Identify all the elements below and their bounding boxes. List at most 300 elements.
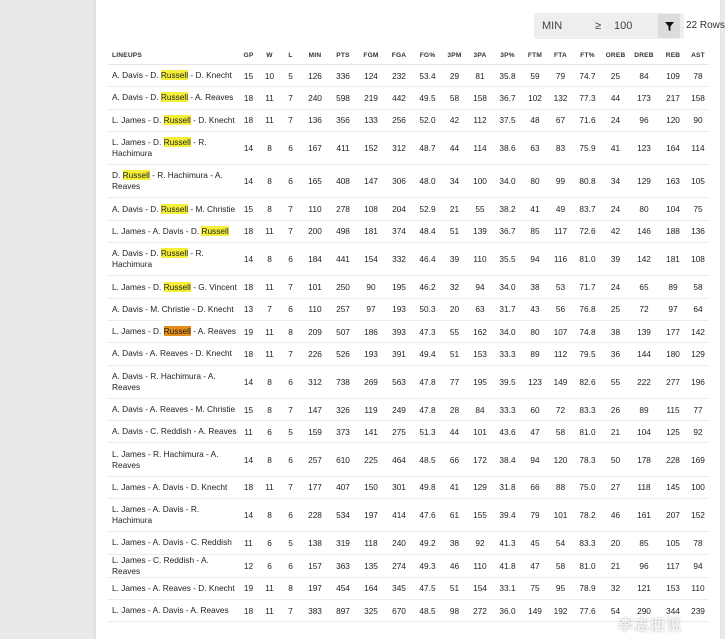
stat-cell: 38.4 <box>493 443 522 476</box>
stat-cell: 598 <box>329 87 357 109</box>
stat-cell: 8 <box>259 198 280 220</box>
stat-cell: 393 <box>385 320 413 342</box>
stat-cell: 272 <box>467 599 493 621</box>
stat-cell: 18 <box>238 476 259 498</box>
stat-cell: 14 <box>238 365 259 398</box>
stat-cell: 21 <box>602 554 629 577</box>
stat-cell: 33.3 <box>493 343 522 365</box>
stat-cell: 306 <box>385 165 413 198</box>
stat-cell: 36.7 <box>493 220 522 242</box>
stat-cell: 58 <box>548 421 573 443</box>
stat-cell: 144 <box>629 343 659 365</box>
stat-cell: 8 <box>259 131 280 164</box>
stat-cell: 154 <box>467 577 493 599</box>
stat-cell: 80 <box>522 320 548 342</box>
table-row[interactable] <box>108 343 709 365</box>
stat-cell: 114 <box>687 131 709 164</box>
lineup-cell: L. James - A. Reaves - D. Knecht <box>108 577 238 599</box>
stat-cell: 7 <box>280 276 301 298</box>
stat-cell: 165 <box>301 165 329 198</box>
stat-cell: 41 <box>602 131 629 164</box>
search-match-highlight: Russell <box>160 248 189 259</box>
lineup-cell: L. James - A. Davis - C. Reddish <box>108 532 238 554</box>
stat-cell: 119 <box>357 398 385 420</box>
stat-cell: 41.8 <box>493 554 522 577</box>
stat-cell: 101 <box>548 499 573 532</box>
column-header[interactable]: 3PM <box>442 46 467 65</box>
stat-cell: 112 <box>548 343 573 365</box>
stat-cell: 336 <box>329 65 357 87</box>
search-match-highlight: Russell <box>160 92 189 103</box>
stat-cell: 240 <box>385 532 413 554</box>
table-row[interactable] <box>108 443 709 476</box>
stat-cell: 25 <box>602 298 629 320</box>
stat-cell: 47.6 <box>413 499 442 532</box>
stat-cell: 738 <box>329 365 357 398</box>
stat-cell: 45 <box>522 532 548 554</box>
stat-cell: 46.2 <box>413 276 442 298</box>
stat-cell: 78.3 <box>573 443 602 476</box>
table-row[interactable] <box>108 577 709 599</box>
stat-cell: 5 <box>280 421 301 443</box>
stat-cell: 96 <box>629 109 659 131</box>
stat-cell: 136 <box>301 109 329 131</box>
stat-cell: 75 <box>687 198 709 220</box>
stat-cell: 275 <box>385 421 413 443</box>
stat-cell: 129 <box>467 476 493 498</box>
stat-cell: 125 <box>659 421 687 443</box>
lineup-cell: L. James - D. Russell - G. Vincent <box>108 276 238 298</box>
lineup-cell: L. James - D. Russell - R. Hachimura <box>108 131 238 164</box>
filter-operator[interactable]: ≥ <box>594 20 602 32</box>
stat-cell: 105 <box>659 532 687 554</box>
table-row[interactable] <box>108 131 709 164</box>
stat-cell: 498 <box>329 220 357 242</box>
table-row[interactable] <box>108 320 709 342</box>
stat-cell: 20 <box>602 532 629 554</box>
stat-cell: 169 <box>687 443 709 476</box>
lineup-cell: A. Davis - A. Reaves - D. Knecht <box>108 343 238 365</box>
stat-cell: 38 <box>602 320 629 342</box>
column-header[interactable]: 3P% <box>493 46 522 65</box>
stat-cell: 195 <box>467 365 493 398</box>
table-row[interactable] <box>108 398 709 420</box>
stat-cell: 110 <box>467 243 493 276</box>
table-row[interactable] <box>108 243 709 276</box>
funnel-icon <box>665 22 674 31</box>
stat-cell: 34.0 <box>493 320 522 342</box>
table-row[interactable] <box>108 365 709 398</box>
stat-cell: 34.0 <box>493 276 522 298</box>
stat-cell: 115 <box>659 398 687 420</box>
stat-cell: 36.0 <box>493 599 522 621</box>
stat-cell: 20 <box>442 298 467 320</box>
stat-cell: 72 <box>629 298 659 320</box>
stat-cell: 200 <box>301 220 329 242</box>
column-header[interactable]: DREB <box>629 46 659 65</box>
stat-cell: 51 <box>442 343 467 365</box>
stat-cell: 48.5 <box>413 599 442 621</box>
stat-cell: 46 <box>442 554 467 577</box>
stat-cell: 21 <box>602 421 629 443</box>
stat-cell: 11 <box>259 87 280 109</box>
column-header[interactable]: FTA <box>548 46 573 65</box>
stat-cell: 37.5 <box>493 109 522 131</box>
stat-cell: 54 <box>602 599 629 621</box>
stat-cell: 411 <box>329 131 357 164</box>
stat-cell: 104 <box>659 198 687 220</box>
stat-cell: 18 <box>238 109 259 131</box>
stat-cell: 85 <box>629 532 659 554</box>
lineup-cell: L. James - A. Davis - D. Knecht <box>108 476 238 498</box>
lineup-cell: A. Davis - D. Russell - A. Reaves <box>108 87 238 109</box>
stat-cell: 228 <box>659 443 687 476</box>
stat-cell: 38.2 <box>493 198 522 220</box>
stat-cell: 123 <box>629 131 659 164</box>
stat-cell: 344 <box>659 599 687 621</box>
stat-cell: 81.0 <box>573 243 602 276</box>
stat-cell: 18 <box>238 276 259 298</box>
stat-cell: 391 <box>385 343 413 365</box>
stat-cell: 6 <box>280 165 301 198</box>
stat-cell: 42 <box>442 109 467 131</box>
search-match-highlight: Russell <box>160 203 189 214</box>
table-row[interactable] <box>108 65 709 87</box>
stat-cell: 290 <box>629 599 659 621</box>
table-row[interactable] <box>108 476 709 498</box>
stat-cell: 8 <box>259 243 280 276</box>
filter-field[interactable]: MIN <box>542 20 563 32</box>
stat-cell: 228 <box>301 499 329 532</box>
stat-cell: 98 <box>442 599 467 621</box>
stat-cell: 6 <box>259 554 280 577</box>
search-match-highlight: Russell <box>163 137 191 148</box>
stat-cell: 81.0 <box>573 554 602 577</box>
column-header[interactable]: FGM <box>357 46 385 65</box>
stat-cell: 31.8 <box>493 476 522 498</box>
stat-cell: 126 <box>301 65 329 87</box>
stat-cell: 79.5 <box>573 343 602 365</box>
stat-cell: 99 <box>548 165 573 198</box>
stat-cell: 7 <box>280 599 301 621</box>
stat-cell: 184 <box>301 243 329 276</box>
stat-cell: 149 <box>548 365 573 398</box>
search-match-highlight: Russell <box>163 281 191 292</box>
table-row[interactable] <box>108 499 709 532</box>
stat-cell: 85 <box>522 220 548 242</box>
stat-cell: 897 <box>329 599 357 621</box>
lineup-cell: A. Davis - M. Christie - D. Knecht <box>108 298 238 320</box>
stat-cell: 105 <box>687 165 709 198</box>
stat-cell: 89 <box>629 398 659 420</box>
stat-cell: 60 <box>522 398 548 420</box>
stat-cell: 24 <box>602 276 629 298</box>
stat-cell: 39.4 <box>493 499 522 532</box>
lineup-cell: L. James - D. Russell - D. Knecht <box>108 109 238 131</box>
column-header[interactable]: REB <box>659 46 687 65</box>
stat-cell: 197 <box>301 577 329 599</box>
stat-cell: 6 <box>280 365 301 398</box>
stat-cell: 15 <box>238 398 259 420</box>
stat-cell: 274 <box>385 554 413 577</box>
stat-cell: 181 <box>357 220 385 242</box>
stat-cell: 207 <box>659 499 687 532</box>
stat-cell: 71.6 <box>573 109 602 131</box>
stat-cell: 181 <box>659 243 687 276</box>
stat-cell: 11 <box>259 476 280 498</box>
stat-cell: 374 <box>385 220 413 242</box>
stat-cell: 48.0 <box>413 165 442 198</box>
stat-cell: 150 <box>357 476 385 498</box>
stat-cell: 7 <box>280 398 301 420</box>
stat-cell: 120 <box>659 109 687 131</box>
filter-button[interactable] <box>658 14 680 38</box>
column-header-lineups[interactable]: LINEUPS <box>108 46 238 65</box>
column-header[interactable]: OREB <box>602 46 629 65</box>
stat-cell: 250 <box>329 276 357 298</box>
stat-cell: 157 <box>301 554 329 577</box>
stat-cell: 172 <box>467 443 493 476</box>
stat-cell: 6 <box>280 298 301 320</box>
table-row[interactable] <box>108 532 709 554</box>
stat-cell: 147 <box>301 398 329 420</box>
stat-cell: 39.5 <box>493 365 522 398</box>
stat-cell: 78.2 <box>573 499 602 532</box>
table-row[interactable] <box>108 165 709 198</box>
stat-cell: 15 <box>238 65 259 87</box>
column-header[interactable]: AST <box>687 46 709 65</box>
stat-cell: 18 <box>238 599 259 621</box>
stat-cell: 414 <box>385 499 413 532</box>
stat-cell: 35.5 <box>493 243 522 276</box>
stat-cell: 84 <box>629 65 659 87</box>
stat-cell: 39 <box>442 243 467 276</box>
stat-cell: 197 <box>357 499 385 532</box>
stat-cell: 41.3 <box>493 532 522 554</box>
stat-cell: 72.6 <box>573 220 602 242</box>
stat-cell: 11 <box>238 532 259 554</box>
stat-cell: 90 <box>687 109 709 131</box>
stat-cell: 152 <box>357 131 385 164</box>
stat-cell: 454 <box>329 577 357 599</box>
stat-cell: 110 <box>301 198 329 220</box>
stat-cell: 326 <box>329 398 357 420</box>
stat-cell: 136 <box>687 220 709 242</box>
column-header[interactable]: FTM <box>522 46 548 65</box>
stat-cell: 610 <box>329 443 357 476</box>
stat-cell: 11 <box>259 320 280 342</box>
stat-cell: 49.2 <box>413 532 442 554</box>
stat-cell: 35.8 <box>493 65 522 87</box>
stat-cell: 92 <box>467 532 493 554</box>
stat-cell: 94 <box>522 243 548 276</box>
stat-cell: 33.1 <box>493 577 522 599</box>
stat-cell: 15 <box>238 198 259 220</box>
column-header[interactable]: GP <box>238 46 259 65</box>
column-header[interactable]: W <box>259 46 280 65</box>
stat-cell: 71.7 <box>573 276 602 298</box>
column-header[interactable]: L <box>280 46 301 65</box>
column-header[interactable]: FGA <box>385 46 413 65</box>
stat-cell: 19 <box>238 577 259 599</box>
stat-cell: 46 <box>602 499 629 532</box>
stat-cell: 66 <box>522 476 548 498</box>
stat-cell: 158 <box>467 87 493 109</box>
table-row[interactable] <box>108 198 709 220</box>
column-header[interactable]: PTS <box>329 46 357 65</box>
stat-cell: 108 <box>687 243 709 276</box>
stat-cell: 110 <box>467 554 493 577</box>
stat-cell: 10 <box>259 65 280 87</box>
stat-cell: 74.7 <box>573 65 602 87</box>
table-body <box>108 65 709 622</box>
stat-cell: 25 <box>602 65 629 87</box>
stat-cell: 116 <box>548 243 573 276</box>
stat-cell: 239 <box>687 599 709 621</box>
stat-cell: 108 <box>357 198 385 220</box>
stat-cell: 89 <box>522 343 548 365</box>
lineup-cell: A. Davis - D. Russell - M. Christie <box>108 198 238 220</box>
stat-cell: 154 <box>357 243 385 276</box>
stat-cell: 94 <box>687 554 709 577</box>
stat-cell: 269 <box>357 365 385 398</box>
stat-cell: 83.7 <box>573 198 602 220</box>
stat-cell: 34 <box>602 165 629 198</box>
lineup-cell: D. Russell - R. Hachimura - A. Reaves <box>108 165 238 198</box>
stat-cell: 301 <box>385 476 413 498</box>
stat-cell: 18 <box>238 343 259 365</box>
stat-cell: 159 <box>301 421 329 443</box>
stat-cell: 8 <box>280 320 301 342</box>
stat-cell: 147 <box>357 165 385 198</box>
stat-cell: 133 <box>357 109 385 131</box>
stat-cell: 11 <box>259 109 280 131</box>
stat-cell: 79 <box>522 499 548 532</box>
stat-cell: 43 <box>522 298 548 320</box>
table-row[interactable] <box>108 220 709 242</box>
stat-cell: 7 <box>280 343 301 365</box>
stat-cell: 6 <box>280 131 301 164</box>
stat-cell: 49.5 <box>413 87 442 109</box>
stat-cell: 55 <box>467 198 493 220</box>
stat-cell: 325 <box>357 599 385 621</box>
stat-cell: 48 <box>522 109 548 131</box>
stat-cell: 101 <box>467 421 493 443</box>
stat-cell: 8 <box>259 499 280 532</box>
column-header[interactable]: FT% <box>573 46 602 65</box>
stat-cell: 226 <box>301 343 329 365</box>
stat-cell: 66 <box>442 443 467 476</box>
column-header[interactable]: MIN <box>301 46 329 65</box>
table-row[interactable] <box>108 109 709 131</box>
stat-cell: 6 <box>259 421 280 443</box>
stat-cell: 81.0 <box>573 421 602 443</box>
stat-cell: 153 <box>659 577 687 599</box>
table-row[interactable] <box>108 421 709 443</box>
stat-cell: 149 <box>522 599 548 621</box>
stat-cell: 83.3 <box>573 532 602 554</box>
stat-cell: 7 <box>259 298 280 320</box>
stat-cell: 48.4 <box>413 220 442 242</box>
stat-cell: 164 <box>659 131 687 164</box>
stat-cell: 28 <box>442 398 467 420</box>
stat-cell: 670 <box>385 599 413 621</box>
table-row[interactable] <box>108 276 709 298</box>
stat-cell: 277 <box>659 365 687 398</box>
stat-cell: 89 <box>659 276 687 298</box>
stat-cell: 94 <box>522 443 548 476</box>
stat-cell: 312 <box>301 365 329 398</box>
table-row[interactable] <box>108 87 709 109</box>
stat-cell: 83.3 <box>573 398 602 420</box>
stat-cell: 49.3 <box>413 554 442 577</box>
stat-cell: 7 <box>280 109 301 131</box>
stat-cell: 534 <box>329 499 357 532</box>
column-header[interactable]: FG% <box>413 46 442 65</box>
stat-cell: 53 <box>548 276 573 298</box>
stat-cell: 167 <box>301 131 329 164</box>
stat-cell: 77 <box>442 365 467 398</box>
stat-cell: 6 <box>280 554 301 577</box>
stat-cell: 56 <box>548 298 573 320</box>
filter-value-input[interactable]: 100 <box>614 20 633 32</box>
stat-cell: 32 <box>602 577 629 599</box>
stat-cell: 24 <box>602 109 629 131</box>
stat-cell: 41 <box>522 198 548 220</box>
stat-cell: 58 <box>687 276 709 298</box>
stat-cell: 83 <box>548 131 573 164</box>
stat-cell: 38 <box>442 532 467 554</box>
table-row[interactable] <box>108 298 709 320</box>
stat-cell: 47.8 <box>413 365 442 398</box>
stat-cell: 79 <box>548 65 573 87</box>
stat-cell: 142 <box>629 243 659 276</box>
stat-cell: 55 <box>602 365 629 398</box>
stat-cell: 44 <box>442 421 467 443</box>
stat-cell: 51 <box>442 577 467 599</box>
stat-cell: 383 <box>301 599 329 621</box>
lineup-cell: L. James - A. Davis - A. Reaves <box>108 599 238 621</box>
stat-cell: 63 <box>467 298 493 320</box>
stat-cell: 50.3 <box>413 298 442 320</box>
stat-cell: 14 <box>238 131 259 164</box>
table-header <box>108 46 709 65</box>
stat-cell: 78 <box>687 65 709 87</box>
stat-cell: 41 <box>442 476 467 498</box>
stat-cell: 7 <box>280 476 301 498</box>
stat-cell: 74.8 <box>573 320 602 342</box>
stat-cell: 50 <box>602 443 629 476</box>
stat-cell: 180 <box>659 343 687 365</box>
stat-cell: 77.3 <box>573 87 602 109</box>
stat-cell: 257 <box>329 298 357 320</box>
table-row[interactable] <box>108 554 709 577</box>
search-match-highlight: Russell <box>160 70 189 81</box>
stat-cell: 53.4 <box>413 65 442 87</box>
stat-cell: 132 <box>548 87 573 109</box>
lineup-cell: A. Davis - C. Reddish - A. Reaves <box>108 421 238 443</box>
stat-cell: 96 <box>629 554 659 577</box>
stat-cell: 90 <box>357 276 385 298</box>
stat-cell: 52.0 <box>413 109 442 131</box>
stat-cell: 94 <box>467 276 493 298</box>
stat-cell: 75 <box>522 577 548 599</box>
stat-cell: 102 <box>522 87 548 109</box>
stat-cell: 11 <box>259 220 280 242</box>
stat-cell: 34 <box>442 165 467 198</box>
stat-cell: 118 <box>357 532 385 554</box>
column-header[interactable]: 3PA <box>467 46 493 65</box>
